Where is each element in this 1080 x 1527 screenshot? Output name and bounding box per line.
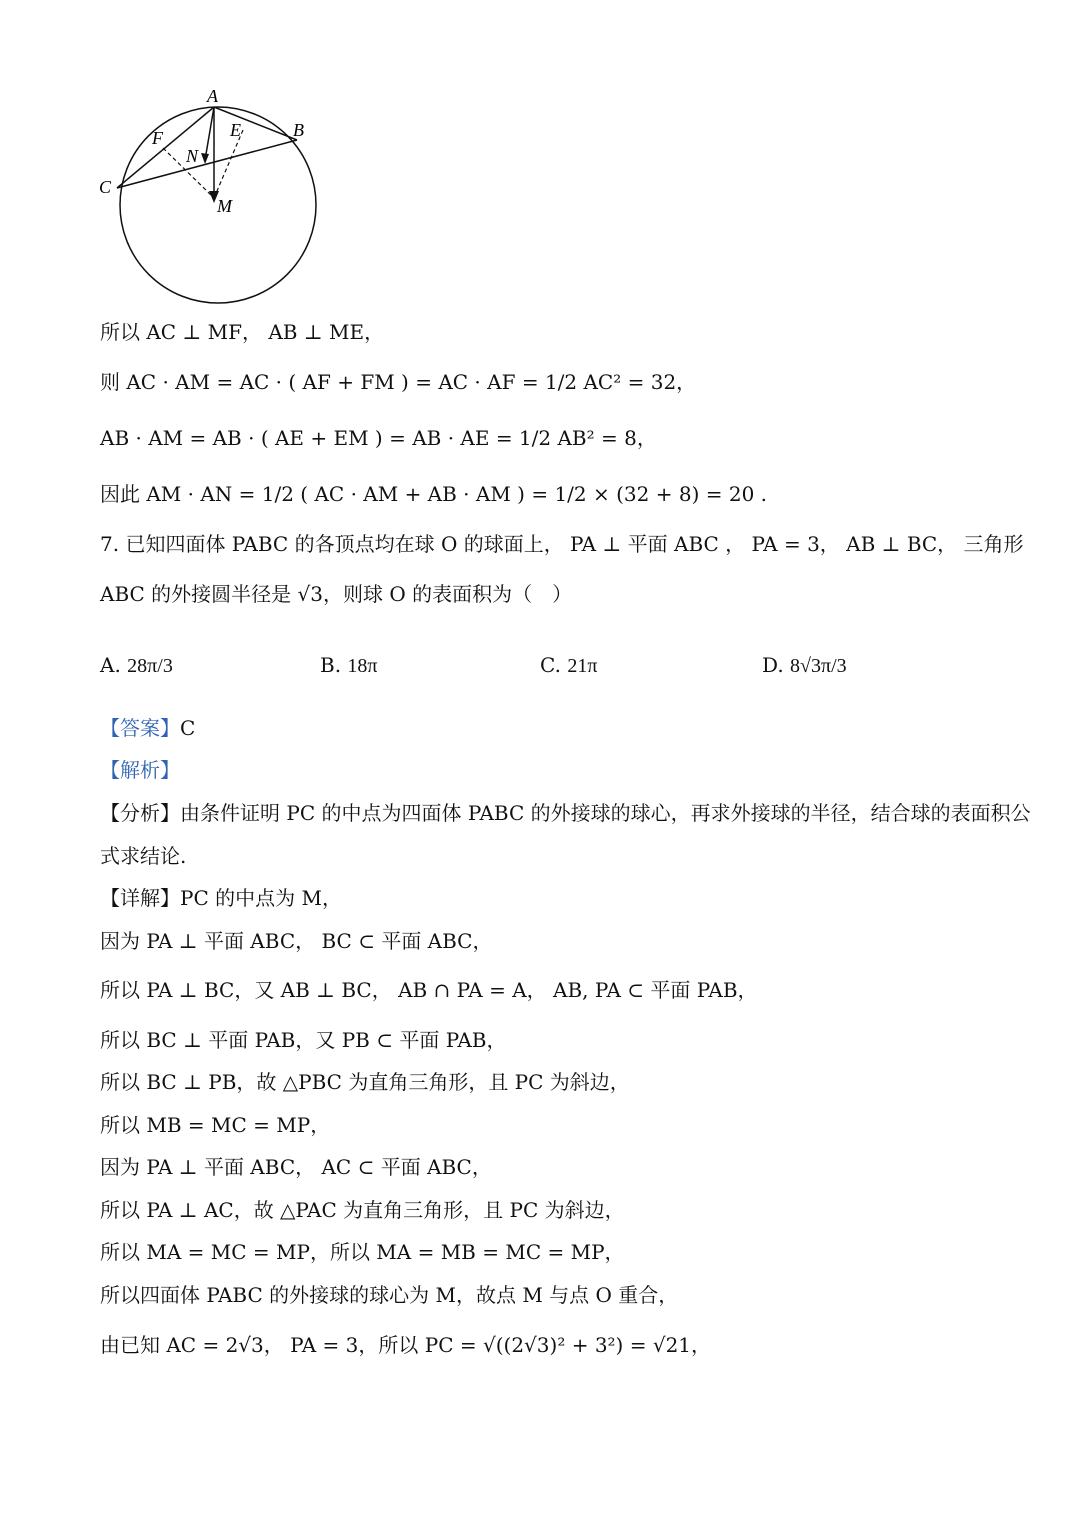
- detail-line-7: 所以 PA ⊥ AC，故 △PAC 为直角三角形，且 PC 为斜边，: [100, 1198, 625, 1222]
- answer-tag: 【答案】: [100, 716, 180, 740]
- detail-tag: 【详解】: [100, 886, 180, 910]
- label-F: F: [152, 128, 163, 148]
- option-a-letter: A.: [100, 653, 121, 677]
- dashed-EM: [214, 130, 243, 198]
- fenxi-tag: 【分析】: [100, 801, 180, 825]
- detail-line-6: 因为 PA ⊥ 平面 ABC， AC ⊂ 平面 ABC，: [100, 1155, 492, 1179]
- detail-text-0: PC 的中点为 M，: [180, 886, 342, 910]
- detail-line-4: 所以 BC ⊥ PB，故 △PBC 为直角三角形，且 PC 为斜边，: [100, 1070, 630, 1094]
- detail-line-9: 所以四面体 PABC 的外接球的球心为 M，故点 M 与点 O 重合，: [100, 1283, 679, 1307]
- text-line-1: 所以 AC ⊥ MF， AB ⊥ ME，: [100, 320, 385, 344]
- label-C: C: [99, 177, 112, 197]
- detail-line-1: 因为 PA ⊥ 平面 ABC， BC ⊂ 平面 ABC，: [100, 929, 493, 953]
- option-d-letter: D.: [762, 653, 784, 677]
- chord-CA: [117, 107, 214, 188]
- answer-value: C: [180, 716, 196, 740]
- option-d: [762, 655, 847, 676]
- option-b-value: 18π: [347, 655, 378, 677]
- label-B: B: [293, 120, 304, 140]
- option-b: [320, 655, 378, 676]
- arrow-AN: [201, 153, 209, 164]
- option-a: [100, 655, 173, 676]
- option-c-letter: C.: [540, 653, 561, 677]
- detail-line-5: 所以 MB = MC = MP，: [100, 1113, 331, 1137]
- option-a-value: 28π/3: [127, 655, 173, 677]
- label-A: A: [207, 86, 218, 106]
- label-N: N: [186, 146, 199, 166]
- option-c-value: 21π: [567, 655, 598, 677]
- text-line-2: 则 AC · AM = AC · ( AF + FM ) = AC · AF = 1/2 AC² = 32，: [100, 370, 697, 394]
- answer-line: [100, 718, 195, 738]
- analysis-tag: 【解析】: [100, 758, 180, 782]
- fenxi-line-2: 式求结论.: [100, 844, 187, 868]
- option-d-value: 8√3π/3: [790, 655, 847, 677]
- option-c: [540, 655, 597, 676]
- option-b-letter: B.: [320, 653, 342, 677]
- label-M: M: [217, 196, 232, 216]
- detail-line-2: 所以 PA ⊥ BC，又 AB ⊥ BC， AB ∩ PA = A， AB, PA ⊂ 平面 PAB，: [100, 978, 758, 1002]
- question-line-2: ABC 的外接圆半径是 √3，则球 O 的表面积为（ ）: [100, 582, 573, 606]
- geometry-figure: [90, 80, 340, 310]
- fenxi-line-1: [100, 803, 1031, 823]
- text-line-3: AB · AM = AB · ( AE + EM ) = AB · AE = 1/2 AB² = 8，: [100, 426, 657, 450]
- chord-AB: [214, 107, 297, 140]
- fenxi-text-1: 由条件证明 PC 的中点为四面体 PABC 的外接球的球心，再求外接球的半径，结合球的表面积公: [180, 801, 1031, 825]
- detail-line-10: 由已知 AC = 2√3， PA = 3，所以 PC = √((2√3)² + 3²) = √21，: [100, 1333, 712, 1357]
- detail-line-8: 所以 MA = MC = MP，所以 MA = MB = MC = MP，: [100, 1240, 625, 1264]
- vector-AN: [205, 107, 214, 160]
- detail-line-0: [100, 888, 342, 908]
- question-line-1: 7. 已知四面体 PABC 的各顶点均在球 O 的球面上， PA ⊥ 平面 ABC ， PA = 3， AB ⊥ BC， 三角形: [100, 532, 1024, 556]
- label-E: E: [230, 120, 241, 140]
- detail-line-3: 所以 BC ⊥ 平面 PAB，又 PB ⊂ 平面 PAB，: [100, 1028, 507, 1052]
- text-line-4: 因此 AM · AN = 1/2 ( AC · AM + AB · AM ) = 1/2 × (32 + 8) = 20 .: [100, 482, 768, 506]
